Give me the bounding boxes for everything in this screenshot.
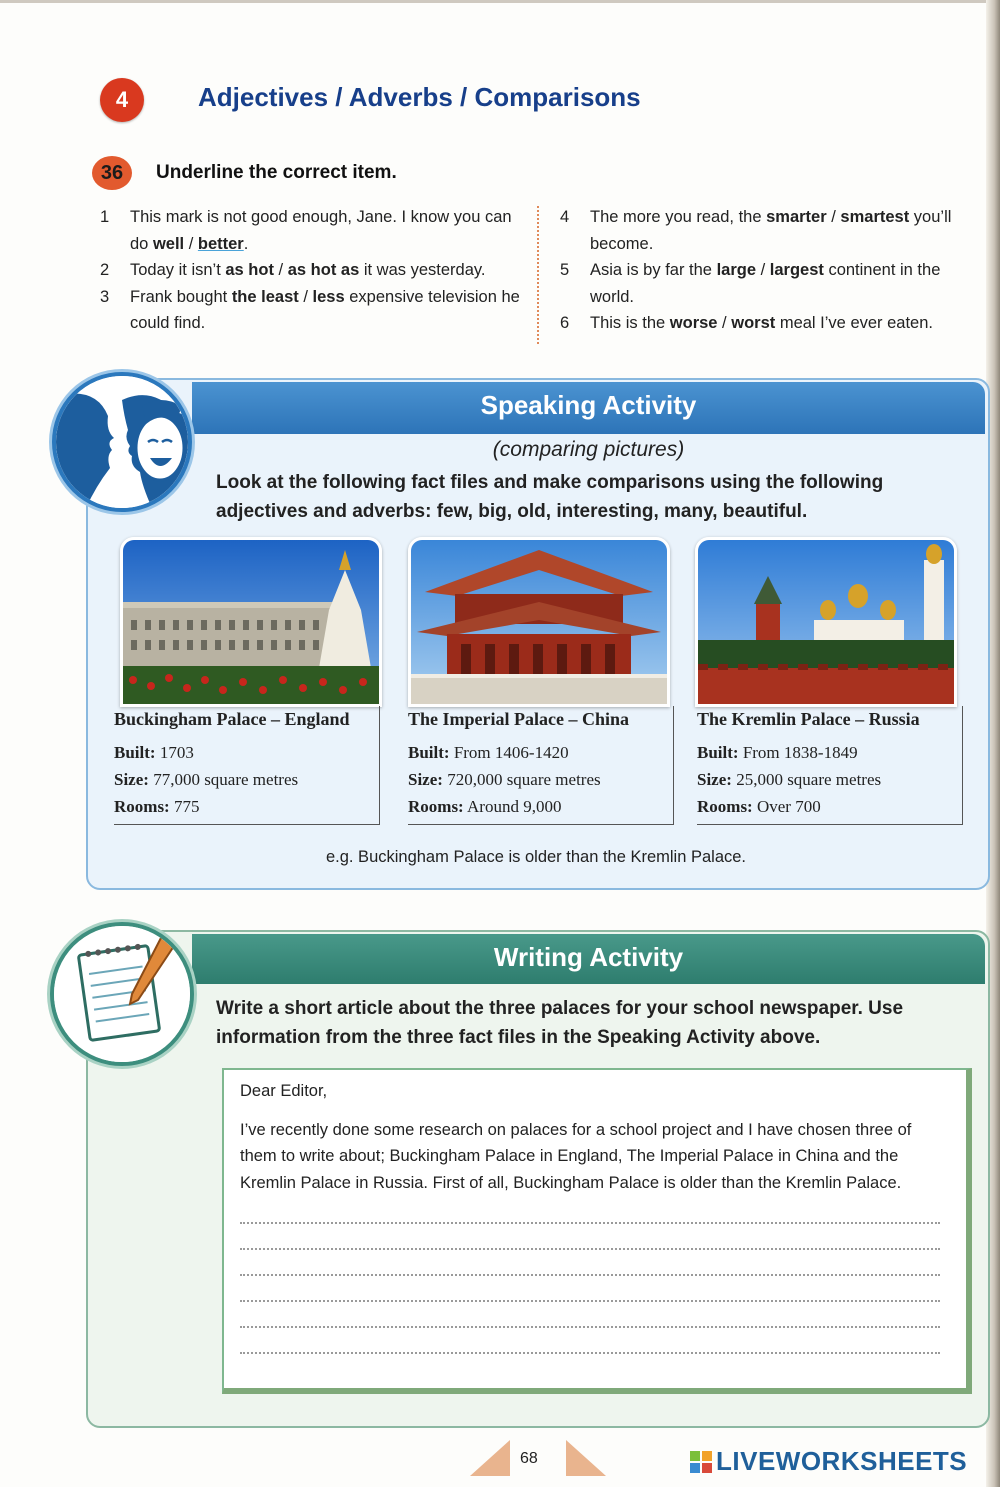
choice-a[interactable]: well: [152, 234, 185, 253]
exercise-item-3: 3 Frank bought the least / less expensive television he could find.: [100, 287, 520, 332]
speaking-example: e.g. Buckingham Palace is older than the Kremlin Palace.: [325, 848, 747, 866]
writing-line[interactable]: [240, 1302, 940, 1328]
choice-b[interactable]: largest: [769, 261, 824, 279]
exercise-column-left: [100, 204, 525, 337]
fact-title: The Imperial Palace – China: [408, 709, 629, 729]
fact-size: Size: 25,000 square metres: [697, 770, 882, 789]
exercise-number-badge: 36: [92, 156, 132, 190]
fact-file-imperial: [408, 706, 674, 825]
choice-a[interactable]: as hot: [225, 261, 274, 279]
exercise-column-right: [560, 204, 985, 337]
choice-b[interactable]: smartest: [840, 208, 910, 226]
exercise-item-1: 1 This mark is not good enough, Jane. I know you can do well / better.: [100, 208, 512, 253]
writing-instruction: Write a short article about the three palaces for your school newspaper. Use information from the three fact files in the Speaking Activity above.: [216, 998, 904, 1048]
imperial-palace-photo: [408, 537, 670, 707]
notepad-pencil-icon: [50, 922, 194, 1066]
fact-built: Built: 1703: [114, 743, 194, 762]
writing-line[interactable]: [240, 1328, 940, 1354]
unit-number-badge: 4: [100, 78, 144, 122]
choice-a[interactable]: worse: [669, 314, 718, 332]
speaking-activity-title: Speaking Activity: [480, 390, 697, 420]
fact-title: The Kremlin Palace – Russia: [697, 709, 920, 729]
writing-activity-header: [192, 934, 985, 984]
exercise-item-6: 6 This is the worse / worst meal I’ve ever eaten.: [560, 314, 933, 332]
fact-built: Built: From 1838-1849: [697, 743, 858, 762]
page-corner-left: [470, 1440, 510, 1476]
choice-b[interactable]: worst: [731, 314, 776, 332]
fact-built: Built: From 1406-1420: [408, 743, 569, 762]
fact-rooms: Rooms: Over 700: [697, 797, 821, 816]
exercise-item-5: 5 Asia is by far the large / largest continent in the world.: [560, 261, 941, 306]
speaking-faces-icon: [52, 372, 192, 512]
speaking-subtitle: (comparing pictures): [492, 438, 685, 461]
speaking-activity-header: [192, 382, 985, 434]
column-divider: [537, 206, 539, 344]
liveworksheets-logo-icon: [690, 1451, 712, 1473]
exercise-item-4: 4 The more you read, the smarter / smartest you’ll become.: [560, 208, 952, 253]
writing-line[interactable]: [240, 1250, 940, 1276]
fact-rooms: Rooms: 775: [114, 797, 200, 816]
fact-rooms: Rooms: Around 9,000: [408, 797, 562, 816]
page-corner-right: [566, 1440, 606, 1476]
writing-activity-title: Writing Activity: [493, 942, 684, 972]
fact-size: Size: 77,000 square metres: [114, 770, 299, 789]
fact-file-buckingham: [114, 706, 380, 825]
top-border: [0, 0, 1000, 3]
fact-title: Buckingham Palace – England: [114, 709, 350, 729]
choice-b-underlined[interactable]: better: [197, 234, 244, 253]
unit-title: Adjectives / Adverbs / Comparisons: [198, 82, 641, 112]
choice-a[interactable]: smarter: [766, 208, 827, 226]
fact-size: Size: 720,000 square metres: [408, 770, 601, 789]
choice-a[interactable]: the least: [231, 287, 299, 306]
writing-line[interactable]: [240, 1224, 940, 1250]
writing-line[interactable]: [240, 1198, 940, 1224]
kremlin-palace-photo: [695, 537, 957, 707]
speaking-instruction: Look at the following fact files and make comparisons using the following adjectives and adverbs: few, big, old, interesting, many, beautiful.: [216, 472, 884, 522]
buckingham-palace-photo: [120, 537, 382, 707]
exercise-instruction: Underline the correct item.: [156, 162, 397, 183]
choice-a[interactable]: large: [716, 261, 756, 279]
letter-greeting: Dear Editor,: [240, 1082, 328, 1100]
choice-b[interactable]: as hot as: [287, 261, 360, 279]
liveworksheets-brand: LIVEWORKSHEETS: [690, 1446, 967, 1477]
letter-body: I’ve recently done some research on palaces for a school project and I have chosen three of them to write about; Buckingham Palace in England, The Imperial Palace in China and the Kremlin Palace in Russia. First of all, Buckingham Palace is older than the Kremlin Palace.: [240, 1120, 912, 1192]
writing-line[interactable]: [240, 1276, 940, 1302]
writing-lines[interactable]: [240, 1198, 940, 1354]
exercise-item-2: 2 Today it isn’t as hot / as hot as it was yesterday.: [100, 261, 486, 279]
choice-b[interactable]: less: [312, 287, 345, 306]
letter-text: [240, 1078, 940, 1354]
page-number: 68: [520, 1450, 538, 1467]
fact-file-kremlin: [697, 706, 963, 825]
